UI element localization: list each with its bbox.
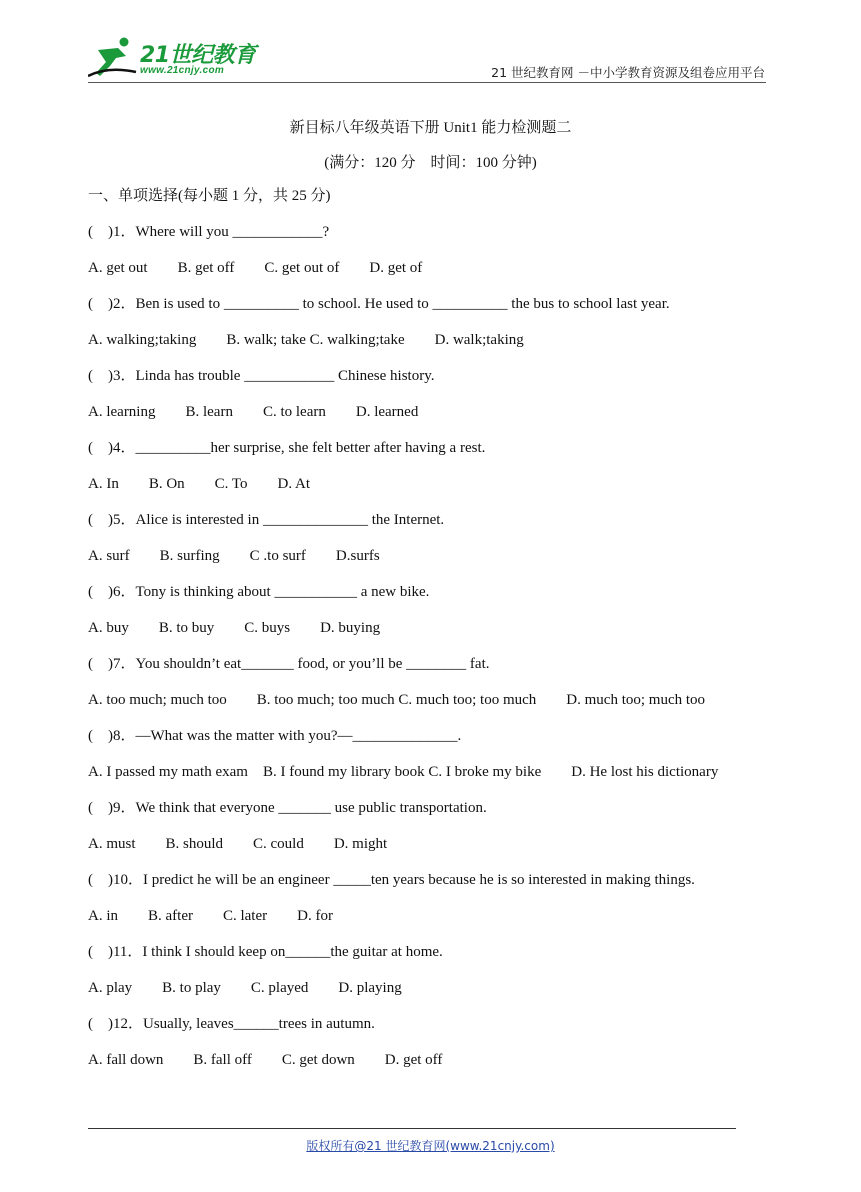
options-line: A. fall down B. fall off C. get down D. get off	[88, 1052, 443, 1068]
options-line: A. walking;taking B. walk; take C. walking;take D. walk;taking	[88, 332, 524, 348]
question-line: ( )2．Ben is used to __________ to school. He used to __________ the bus to school last year.	[88, 296, 670, 312]
site-logo[interactable]	[88, 36, 268, 80]
question-line: ( )1．Where will you ____________?	[88, 224, 330, 240]
question-line: ( )6．Tony is thinking about ___________ a new bike.	[88, 584, 430, 600]
section-heading: 一、单项选择(每小题 1 分，共 25 分)	[88, 188, 331, 204]
options-line: A. In B. On C. To D. At	[88, 476, 311, 492]
document-title: 新目标八年级英语下册 Unit1 能力检测题二	[289, 120, 572, 136]
options-line: A. must B. should C. could D. might	[88, 836, 388, 852]
options-line: A. get out B. get off C. get out of D. get of	[88, 260, 423, 276]
runner-logo-icon	[88, 36, 138, 80]
document-subtitle: (满分：120 分 时间：100 分钟)	[324, 155, 537, 171]
question-line: ( )10．I predict he will be an engineer _____ten years because he is so interested in making things.	[88, 872, 695, 888]
logo-text: 21世纪教育	[140, 43, 256, 68]
options-line: A. in B. after C. later D. for	[88, 908, 333, 924]
options-line: A. play B. to play C. played D. playing	[88, 980, 402, 996]
header-divider	[88, 82, 766, 83]
options-line: A. surf B. surfing C .to surf D.surfs	[88, 548, 380, 564]
site-tagline: 21 世纪教育网 －中小学教育资源及组卷应用平台	[491, 65, 765, 80]
question-line: ( )8．—What was the matter with you?—______________.	[88, 728, 462, 744]
logo-url: www.21cnjy.com	[140, 65, 225, 76]
question-line: ( )9．We think that everyone _______ use public transportation.	[88, 800, 487, 816]
question-line: ( )12．Usually, leaves______trees in autumn.	[88, 1016, 375, 1032]
page-header	[0, 0, 861, 90]
options-line: A. learning B. learn C. to learn D. learned	[88, 404, 419, 420]
question-line: ( )11．I think I should keep on______the guitar at home.	[88, 944, 443, 960]
question-line: ( )5．Alice is interested in ______________ the Internet.	[88, 512, 445, 528]
question-line: ( )7．You shouldn’t eat_______ food, or you’ll be ________ fat.	[88, 656, 490, 672]
footer-divider	[88, 1128, 736, 1129]
options-line: A. I passed my math exam B. I found my library book C. I broke my bike D. He lost his dictionary	[88, 764, 719, 780]
options-line: A. buy B. to buy C. buys D. buying	[88, 620, 381, 636]
question-line: ( )4．__________her surprise, she felt better after having a rest.	[88, 440, 486, 456]
options-line: A. too much; much too B. too much; too much C. much too; too much D. much too; much too	[88, 692, 706, 708]
copyright-link[interactable]: 版权所有@21 世纪教育网(www.21cnjy.com)	[306, 1139, 555, 1153]
question-line: ( )3．Linda has trouble ____________ Chinese history.	[88, 368, 435, 384]
